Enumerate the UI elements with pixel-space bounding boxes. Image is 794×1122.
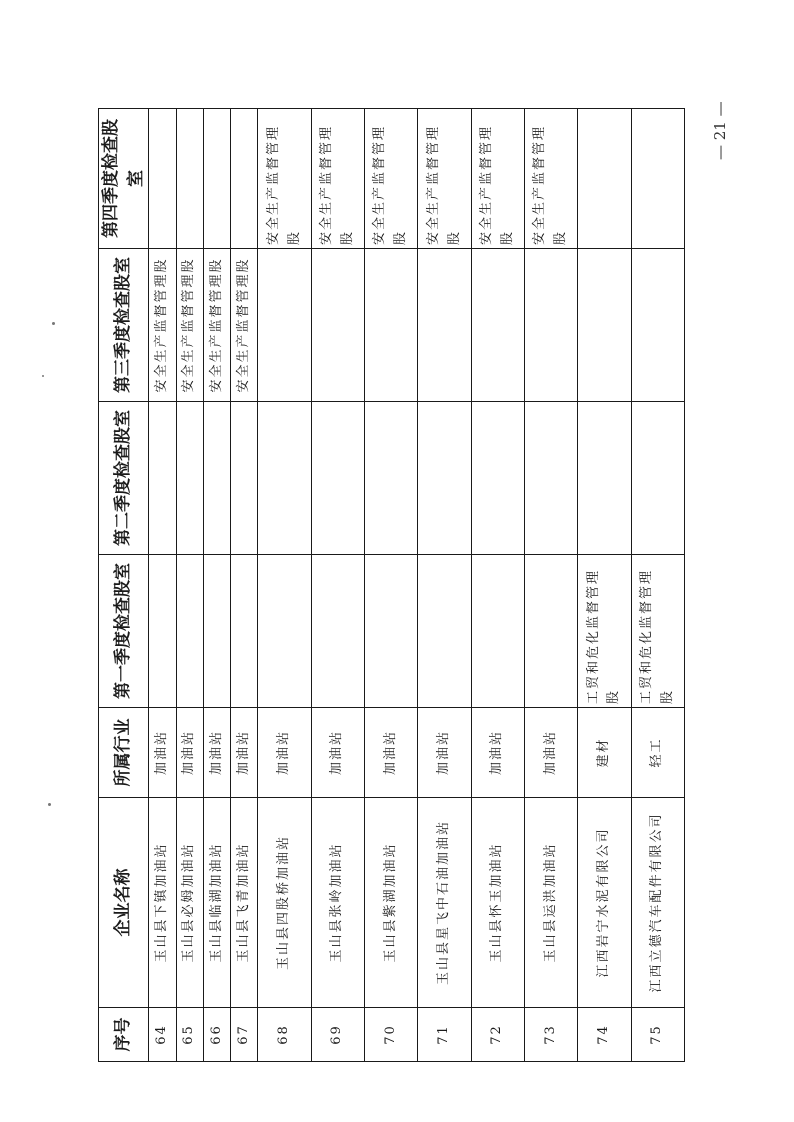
table-row [258,109,311,1062]
cell-q2 [176,402,203,555]
q3-dept: 安全生产监督管理股 [181,257,197,393]
cell-q4 [231,109,258,249]
cell-q3 [418,249,471,402]
cell-q3 [578,249,631,402]
cell-name: 玉山县临湖加油站 [203,798,230,1008]
header-seq: 序号 [99,1008,149,1062]
cell-name: 玉山县运洪加油站 [524,798,577,1008]
cell-q4 [311,109,364,249]
cell-q1 [578,555,631,708]
q4-dept: 安全生产监督管理股 [372,124,409,245]
table-row [149,109,176,1062]
cell-name: 江西立德汽车配件有限公司 [631,798,684,1008]
cell-name: 江西岩宁水泥有限公司 [578,798,631,1008]
cell-q2 [311,402,364,555]
cell-q3 [176,249,203,402]
scan-speck [48,803,51,806]
cell-q1 [418,555,471,708]
table-row [311,109,364,1062]
cell-seq: 69 [311,1008,364,1062]
cell-name: 玉山县星飞中石油加油站 [418,798,471,1008]
cell-q2 [471,402,524,555]
cell-seq: 67 [231,1008,258,1062]
table-row [524,109,577,1062]
cell-industry: 加油站 [365,708,418,798]
cell-industry: 轻工 [631,708,684,798]
cell-q1 [176,555,203,708]
header-q1: 第一季度检查股室 [99,555,149,708]
cell-name: 玉山县飞青加油站 [231,798,258,1008]
cell-q3 [631,249,684,402]
cell-industry: 建材 [578,708,631,798]
header-name: 企业名称 [99,798,149,1008]
cell-q4 [365,109,418,249]
cell-industry: 加油站 [149,708,176,798]
cell-seq: 74 [578,1008,631,1062]
cell-q1 [471,555,524,708]
cell-industry: 加油站 [176,708,203,798]
cell-industry: 加油站 [524,708,577,798]
cell-q4 [471,109,524,249]
cell-q3 [471,249,524,402]
cell-name: 玉山县紫湖加油站 [365,798,418,1008]
cell-q2 [203,402,230,555]
header-industry: 所属行业 [99,708,149,798]
cell-name: 玉山县怀玉加油站 [471,798,524,1008]
cell-seq: 65 [176,1008,203,1062]
cell-industry: 加油站 [203,708,230,798]
cell-name: 玉山县四股桥加油站 [258,798,311,1008]
header-q3: 第三季度检查股室 [99,249,149,402]
cell-q3 [524,249,577,402]
table-row [176,109,203,1062]
cell-industry: 加油站 [231,708,258,798]
cell-q3 [311,249,364,402]
table-row [578,109,631,1062]
cell-seq: 71 [418,1008,471,1062]
cell-q4 [176,109,203,249]
cell-seq: 64 [149,1008,176,1062]
cell-q3 [365,249,418,402]
scan-speck [42,375,44,377]
table-row [471,109,524,1062]
cell-q1 [311,555,364,708]
table-row [631,109,684,1062]
cell-q2 [365,402,418,555]
cell-q1 [258,555,311,708]
inspection-schedule-table [98,108,685,1062]
cell-q1 [365,555,418,708]
cell-name: 玉山县必姆加油站 [176,798,203,1008]
q3-dept: 安全生产监督管理股 [208,257,224,393]
cell-industry: 加油站 [418,708,471,798]
cell-q1 [631,555,684,708]
q4-dept: 安全生产监督管理股 [425,124,462,245]
q3-dept: 安全生产监督管理股 [154,257,170,393]
scan-speck [52,322,55,325]
cell-q4 [578,109,631,249]
cell-q2 [578,402,631,555]
q1-dept: 工贸和危化监督管理股 [639,568,675,704]
cell-q1 [231,555,258,708]
q4-dept: 安全生产监督管理股 [265,124,302,245]
table-header-row [99,109,149,1062]
q3-dept: 安全生产监督管理股 [235,257,251,393]
cell-q4 [203,109,230,249]
cell-seq: 75 [631,1008,684,1062]
cell-q2 [524,402,577,555]
cell-q2 [149,402,176,555]
table-row [231,109,258,1062]
table-row [418,109,471,1062]
header-q4: 第四季度检查股室 [99,109,149,249]
cell-q3 [258,249,311,402]
cell-q4 [149,109,176,249]
cell-q2 [631,402,684,555]
cell-name: 玉山县张岭加油站 [311,798,364,1008]
cell-q4 [418,109,471,249]
cell-q2 [231,402,258,555]
q1-dept: 工贸和危化监督管理股 [585,568,622,704]
q4-dept: 安全生产监督管理股 [319,124,355,245]
cell-seq: 70 [365,1008,418,1062]
cell-seq: 72 [471,1008,524,1062]
cell-industry: 加油站 [471,708,524,798]
table-row [365,109,418,1062]
rotated-table-wrapper [98,109,685,1062]
cell-q1 [203,555,230,708]
cell-seq: 73 [524,1008,577,1062]
cell-q3 [203,249,230,402]
cell-industry: 加油站 [258,708,311,798]
cell-q2 [418,402,471,555]
cell-q2 [258,402,311,555]
cell-seq: 66 [203,1008,230,1062]
cell-industry: 加油站 [311,708,364,798]
cell-name: 玉山县下镇加油站 [149,798,176,1008]
table-row [203,109,230,1062]
cell-q4 [631,109,684,249]
q4-dept: 安全生产监督管理股 [532,124,569,245]
cell-seq: 68 [258,1008,311,1062]
cell-q4 [524,109,577,249]
cell-q4 [258,109,311,249]
cell-q3 [231,249,258,402]
cell-q3 [149,249,176,402]
cell-q1 [149,555,176,708]
header-q2: 第二季度检查股室 [99,402,149,555]
page-number: — 21 — [711,101,729,160]
cell-q1 [524,555,577,708]
q4-dept: 安全生产监督管理股 [479,124,515,245]
